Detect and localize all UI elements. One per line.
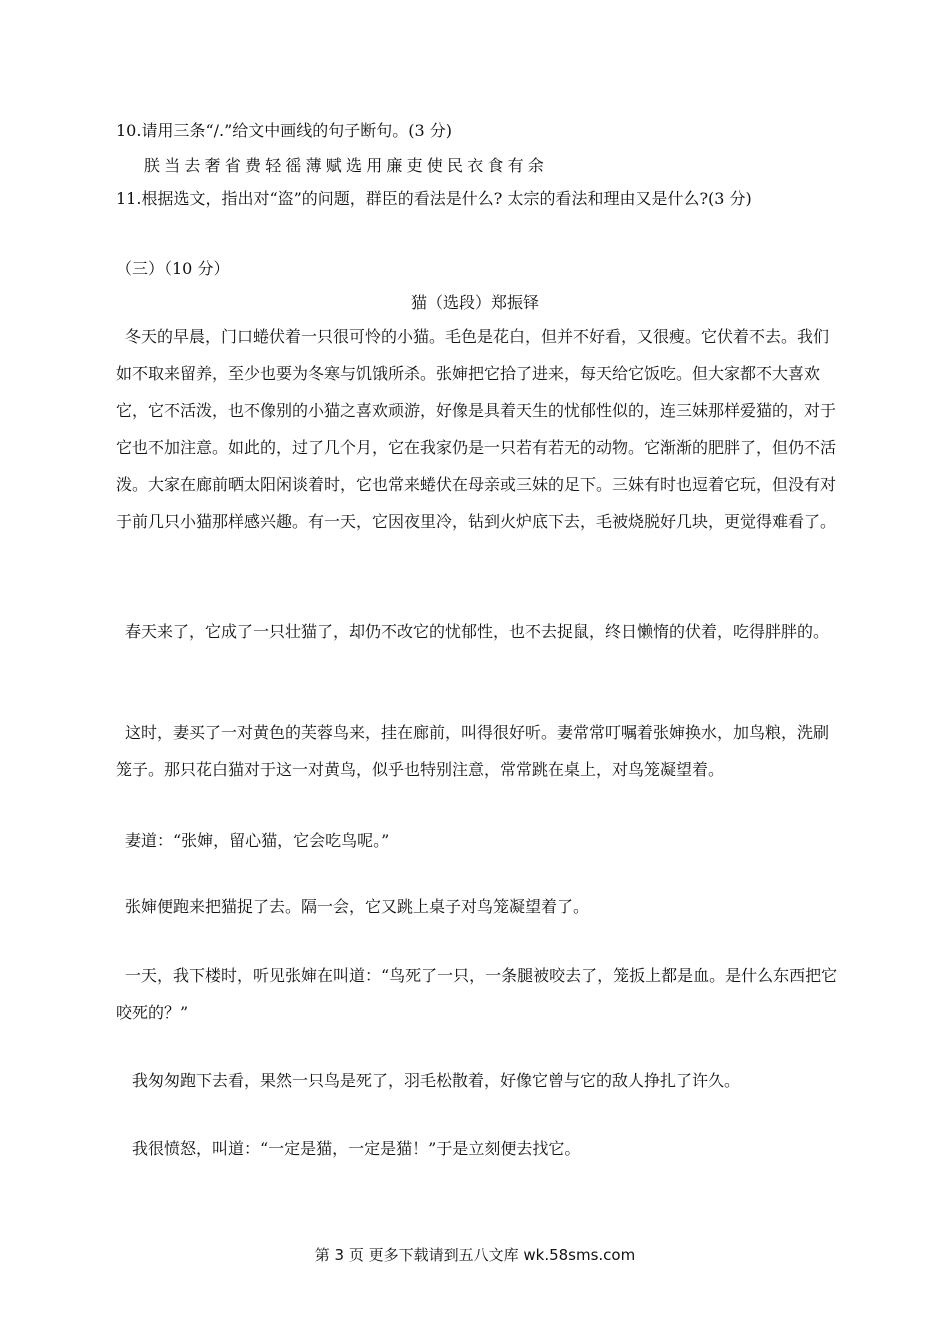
page-footer: 第 3 页 更多下载请到五八文库 wk.58sms.com bbox=[314, 1246, 636, 1264]
question-11: 11.根据选文，指出对“盗”的问题，群臣的看法是什么? 太宗的看法和理由又是什么?(3 分) bbox=[116, 189, 752, 208]
paragraph-3: 这时，妻买了一对黄色的芙蓉鸟来，挂在廊前，叫得很好听。妻常常叮嘱着张婶换水，加鸟粮，洗刷笼子。那只花白猫对于这一对黄鸟，似乎也特别注意，常常跳在桌上，对鸟笼凝望着。 bbox=[116, 723, 830, 779]
question-10: 10.请用三条“/.”给文中画线的句子断句。(3 分) bbox=[116, 121, 453, 140]
paragraph-2: 春天来了，它成了一只壮猫了，却仍不改它的忧郁性，也不去捉鼠，终日懒惰的伏着，吃得胖胖的。 bbox=[125, 622, 830, 641]
question-10-sentence: 朕当去奢省费轻徭薄赋选用廉吏使民衣食有余 bbox=[144, 156, 549, 175]
section-heading: （三）（10 分） bbox=[116, 259, 230, 278]
paragraph-1: 冬天的早晨，门口蜷伏着一只很可怜的小猫。毛色是花白，但并不好看，又很瘦。它伏着不去。我们如不取来留养，至少也要为冬寒与饥饿所杀。张婶把它拾了进来，每天给它饭吃。但大家都不大喜欢它，它不活泼，也不像别的小猫之喜欢顽游，好像是具着天生的忧郁性似的，连三妹那样爱猫的，对于它也不加注意。如此的，过了几个月，它在我家仍是一只若有若无的动物。它渐渐的肥胖了，但仍不活泼。大家在廊前晒太阳闲谈着时，它也常来蜷伏在母亲或三妹的足下。三妹有时也逗着它玩，但没有对于前几只小猫那样感兴趣。有一天，它因夜里冷，钻到火炉底下去，毛被烧脱好几块，更觉得难看了。 bbox=[116, 327, 837, 531]
paragraph-7: 我匆匆跑下去看，果然一只鸟是死了，羽毛松散着，好像它曾与它的敌人挣扎了许久。 bbox=[132, 1071, 741, 1090]
paragraph-6: 一天，我下楼时，听见张婶在叫道：“鸟死了一只，一条腿被咬去了，笼扳上都是血。是什么东西把它咬死的？” bbox=[116, 966, 838, 1022]
paragraph-5: 张婶便跑来把猫捉了去。隔一会，它又跳上桌子对鸟笼凝望着了。 bbox=[125, 897, 590, 916]
paragraph-4: 妻道：“张婶，留心猫，它会吃鸟呢。” bbox=[125, 831, 390, 850]
passage-title: 猫（选段）郑振铎 bbox=[410, 293, 539, 312]
paragraph-8: 我很愤怒，叫道：“一定是猫，一定是猫！”于是立刻便去找它。 bbox=[132, 1139, 581, 1158]
